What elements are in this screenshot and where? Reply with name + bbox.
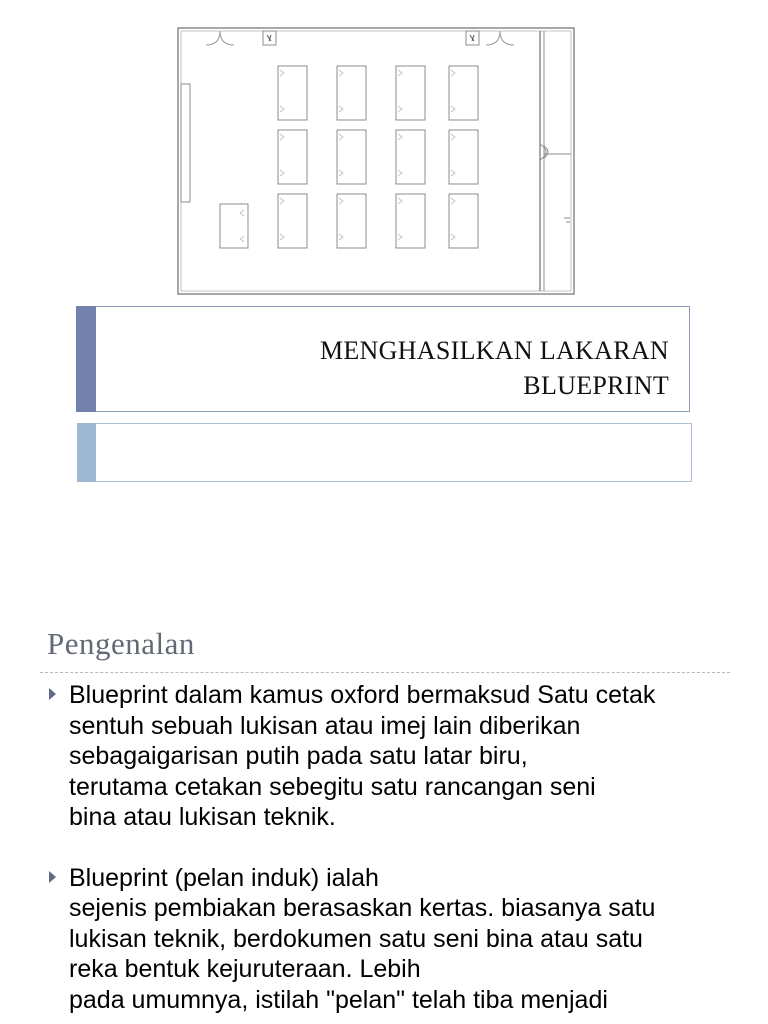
bullet-item-1	[46, 680, 736, 833]
bullet-1-line-2: sentuh sebuah lukisan atau imej lain diberikan	[69, 711, 581, 740]
bullet-2-line-2: sejenis pembiakan berasaskan kertas. biasanya satu	[69, 894, 656, 922]
bullet-1-line-4: terutama cetakan sebegitu satu rancangan seni	[69, 772, 596, 801]
title-banner	[76, 306, 690, 412]
triangle-bullet-icon	[49, 688, 56, 700]
bullet-2-line-5: pada umumnya, istilah "pelan" telah tiba menjadi	[69, 985, 608, 1014]
bullet-1-line-1: Blueprint dalam kamus oxford bermaksud Satu cetak	[69, 681, 656, 709]
bullet-2-line-4: reka bentuk kejuruteraan. Lebih	[69, 955, 421, 983]
subtitle-banner	[77, 423, 692, 482]
section-heading: Pengenalan	[47, 626, 195, 661]
subtitle-accent-stripe	[77, 423, 96, 482]
bullet-list	[46, 680, 736, 1024]
slide-title-line-2: BLUEPRINT	[523, 371, 669, 400]
floor-plan-image	[176, 26, 576, 296]
bullet-2-line-1: Blueprint (pelan induk) ialah	[69, 863, 379, 892]
heading-divider	[40, 672, 730, 673]
bullet-2-line-3: lukisan teknik, berdokumen satu seni bina atau satu	[69, 924, 643, 953]
bullet-item-2	[46, 863, 736, 1016]
triangle-bullet-icon	[49, 871, 56, 883]
slide-title-line-1: MENGHASILKAN LAKARAN	[319, 336, 669, 365]
bullet-1-line-3: sebagaigarisan putih pada satu latar biru,	[69, 742, 528, 770]
slide-title	[320, 333, 669, 403]
title-accent-stripe	[76, 306, 96, 412]
bullet-1-line-5: bina atau lukisan teknik.	[69, 803, 336, 831]
